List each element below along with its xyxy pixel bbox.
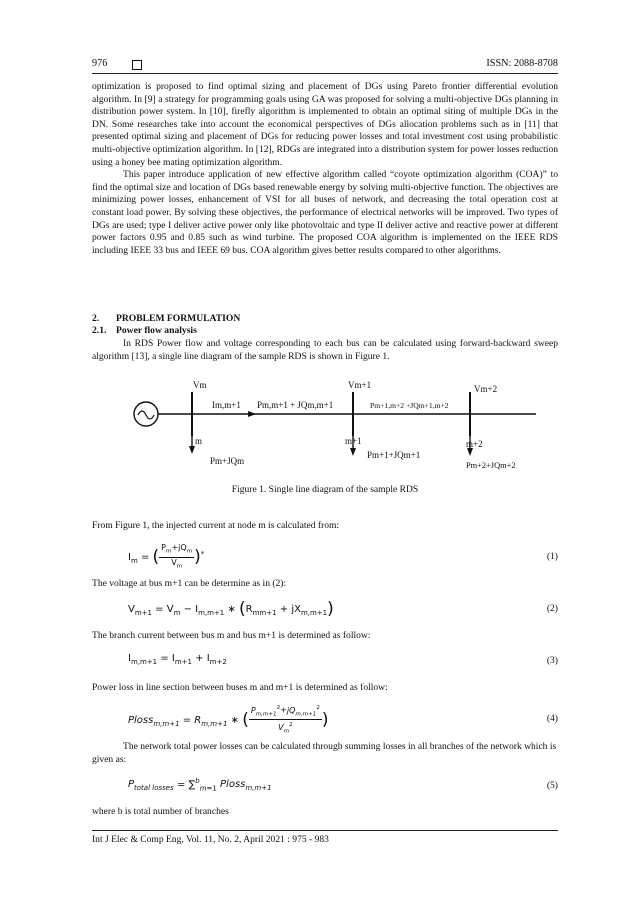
equation-number-3: (3) (546, 655, 558, 666)
page-number: 976 (92, 58, 108, 69)
label-load-m: Pm+JQm (210, 456, 245, 466)
figure-caption: Figure 1. Single line diagram of the sample RDS (231, 484, 419, 495)
paragraph-power-flow: In RDS Power flow and voltage corresponding to each bus can be calculated using forward-backward sweep algorithm [13], a single line diagram of the sample RDS is shown in Figure 1. (92, 338, 558, 362)
page-footer: Int J Elec & Comp Eng, Vol. 11, No. 2, April 2021 : 975 - 983 (92, 834, 329, 845)
subsection-number: 2.1. (92, 325, 107, 336)
load-arrow-m2 (467, 448, 473, 456)
label-load-m1: Pm+1+JQm+1 (367, 450, 421, 460)
label-load-m2: Pm+2+JQm+2 (466, 461, 516, 470)
text-eq4-intro: Power loss in line section between buses m and m+1 is determined as follow: (92, 682, 388, 693)
load-arrow-m1 (350, 448, 356, 456)
label-im: Im,m+1 (212, 400, 241, 410)
equation-3: $I_{m,m+1} = I_{m+1} + I_{m+2}$ (128, 653, 227, 666)
equation-4: Ploss$_{m,m+1}$ = $R_{m,m+1}$ ∗ ( $\frac{P_{m,m+1}^2+jQ_{m,m+1}^2}{V_m^2}$ ) (128, 705, 329, 735)
text-eq1-intro: From Figure 1, the injected current at node m is calculated from: (92, 520, 340, 531)
equation-number-2: (2) (546, 603, 558, 614)
text-eq5-intro: The network total power losses can be calculated through summing losses in all branches of the network which is given as: (92, 741, 557, 765)
paragraph-text-2: This paper introduce application of new effective algorithm called “coyote optimization algorithm (COA)” to find the optimal size and location of DGs based renewable energy by solving multi-objective function. The objectives are minimizing power losses, enhancement of VSI for all buses of network, and decreasing the total operation cost at constant load power. By solving these objectives, the performance of electrical networks will be improved. Two types of DGs are used; type I deliver active power only like photovoltaic and type II deliver active and reactive power at different power factors 0.95 and 0.85 such as wind turbine. The proposed COA algorithm is implemented on the IEEE RDS including IEEE 33 bus and IEEE 69 bus. COA algorithm gives better results compared to other algorithms. (92, 169, 558, 256)
header-rule (92, 73, 558, 74)
label-flow2: Pm+1,m+2 +JQm+1,m+2 (370, 401, 449, 410)
current-arrow (248, 411, 256, 417)
paragraph-intro-1 (92, 81, 558, 257)
equation-5: $P_{total losses} = \sum^b_{m=1}$ Ploss$_{m,m+1}$ (128, 777, 272, 793)
section-title: PROBLEM FORMULATION (116, 313, 241, 324)
section-number: 2. (92, 313, 100, 324)
subsection-heading (92, 325, 197, 336)
label-bus-m2: m+2 (466, 439, 483, 449)
load-arrow-m (189, 446, 195, 454)
section-heading (92, 313, 240, 324)
single-line-diagram (92, 376, 558, 486)
label-vm: Vm (193, 380, 207, 390)
page-header (92, 58, 558, 74)
equation-number-5: (5) (546, 780, 558, 791)
equation-number-4: (4) (546, 713, 558, 724)
equation-2: $V_{m+1} = V_m - I_{m,m+1}$ ∗ $(R_{mm+1} + jX_{m,m+1})$ (128, 599, 334, 619)
label-bus-m1: m+1 (345, 436, 362, 446)
text-eq3-intro: The branch current between bus m and bus m+1 is determined as follow: (92, 630, 371, 641)
square-icon (132, 60, 142, 70)
label-bus-m: m (195, 436, 203, 446)
equation-number-1: (1) (546, 551, 558, 562)
equation-1: $I_m$ = ( $\frac{P_m+jQ_m}{V_m}$ )* (128, 543, 205, 570)
subsection-title: Power flow analysis (116, 325, 197, 336)
text-branches: where b is total number of branches (92, 806, 229, 817)
label-flow1: Pm,m+1 + JQm,m+1 (257, 400, 334, 410)
text-eq2-intro: The voltage at bus m+1 can be determine as in (2): (92, 578, 287, 589)
issn: ISSN: 2088-8708 (486, 58, 558, 69)
label-vm2: Vm+2 (474, 384, 498, 394)
paragraph-text: optimization is proposed to find optimal sizing and placement of DGs using Pareto frontier differential evolution algorithm. In [9] a strategy for programming goals using GA was proposed for solving a multi-objective DGs planning in distribution power system. In [10], firefly algorithm is implemented to obtain an optimal siting of multiple DGs in the DN. Some researches take into account the economical perspectives of DGs allocation problems such as in [11] that presented optimal sizing and placement of DGs for reducing power losses and total investment cost using probabilistic multi-objective optimization algorithm. In [12], RDGs are integrated into a distribution system for power losses reduction using a honey bee mating optimization algorithm. (92, 81, 558, 168)
label-vm1: Vm+1 (348, 380, 372, 390)
footer-rule (92, 830, 558, 831)
